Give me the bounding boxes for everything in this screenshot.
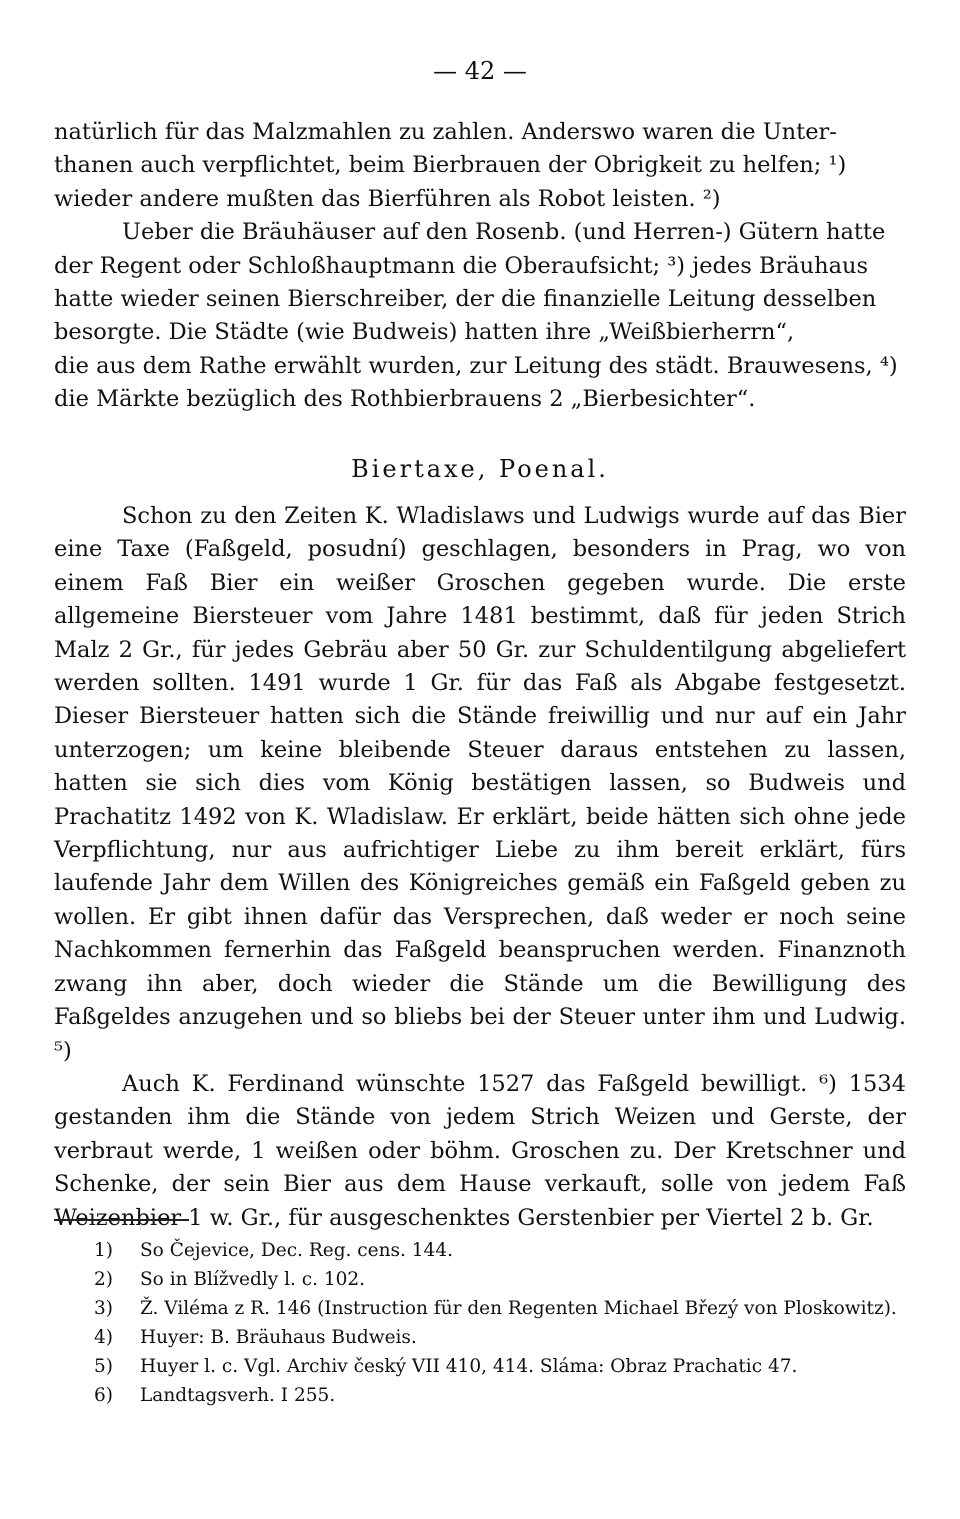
- footnote: [94, 1323, 906, 1352]
- text-line: die Märkte bezüglich des Rothbierbrauens 2 „Bierbesichter“.: [54, 386, 756, 413]
- text-line: wieder andere mußten das Bierführen als Robot leisten. ²): [54, 185, 721, 212]
- footnote-number: 5): [94, 1356, 113, 1377]
- footnote-number: 3): [94, 1298, 113, 1319]
- footnote: [94, 1294, 906, 1323]
- footnote-text: So in Blížvedly l. c. 102.: [140, 1269, 366, 1290]
- text-line: besorgte. Die Städte (wie Budweis) hatten ihre „Weißbierherrn“,: [54, 319, 795, 346]
- footnote-number: 6): [94, 1385, 113, 1406]
- text-line: Ueber die Bräuhäuser auf den Rosenb. (und Herren-) Gütern hatte: [122, 219, 886, 246]
- footnote-text: Ž. Viléma z R. 146 (Instruction für den Regenten Michael Březý von Ploskowitz).: [140, 1298, 897, 1319]
- text-line: thanen auch verpflichtet, beim Bierbrauen der Obrigkeit zu helfen; ¹): [54, 152, 847, 179]
- footnote-number: 4): [94, 1327, 113, 1348]
- text-line: die aus dem Rathe erwählt wurden, zur Leitung des städt. Brauwesens, ⁴): [54, 352, 898, 379]
- footnote: [94, 1381, 906, 1410]
- footnote-divider: [54, 1219, 189, 1221]
- footnote-text: Huyer: B. Bräuhaus Budweis.: [140, 1327, 417, 1348]
- footnotes: [94, 1236, 906, 1410]
- book-page: [54, 0, 906, 1519]
- intro-paragraph: [54, 116, 906, 417]
- section-heading: Biertaxe, Poenal.: [351, 455, 609, 483]
- text-line: natürlich für das Malzmahlen zu zahlen. Anderswo waren die Unter-: [54, 119, 837, 145]
- footnote: [94, 1352, 906, 1381]
- paragraph: Schon zu den Zeiten K. Wladislaws und Ludwigs wurde auf das Bier eine Taxe (Faßgeld, posudní) geschlagen, besonders in Prag, wo von einem Faß Bier ein weißer Groschen gegeben wurde. Die erste allgemeine Biersteuer vom Jahre 1481 bestimmt, daß für jeden Strich Malz 2 Gr., für jedes Gebräu aber 50 Gr. zur Schuldentilgung abgeliefert werden sollten. 1491 wurde 1 Gr. für das Faß als Abgabe festgesetzt. Dieser Biersteuer hatten sich die Stände freiwillig und nur auf ein Jahr unterzogen; um keine bleibende Steuer daraus entstehen zu lassen, hatten sie sich dies vom König bestätigen lassen, so Budweis und Prachatitz 1492 von K. Wladislaw. Er erklärt, beide hätten sich ohne jede Verpflichtung, nur aus aufrichtiger Liebe zu ihm bereit erklärt, fürs laufende Jahr dem Willen des Königreiches gemäß ein Faßgeld geben zu wollen. Er gibt ihnen dafür das Versprechen, daß weder er noch seine Nachkommen fernerhin das Faßgeld beanspruchen werden. Finanznoth zwang ihn aber, doch wieder die Stände um die Bewilligung des Faßgeldes anzugehen und so bliebs bei der Steuer unter ihm und Ludwig. ⁵): [54, 503, 906, 1064]
- footnote: [94, 1236, 906, 1265]
- footnote-text: So Čejevice, Dec. Reg. cens. 144.: [140, 1240, 453, 1261]
- text-line: hatte wieder seinen Bierschreiber, der die finanzielle Leitung desselben: [54, 286, 877, 313]
- footnote-text: Landtagsverh. I 255.: [140, 1385, 336, 1406]
- footnote-text: Huyer l. c. Vgl. Archiv český VII 410, 414. Sláma: Obraz Prachatic 47.: [140, 1356, 798, 1377]
- footnote: [94, 1265, 906, 1294]
- footnote-number: 1): [94, 1240, 113, 1261]
- footnote-number: 2): [94, 1269, 113, 1290]
- page-number: — 42 —: [433, 57, 527, 85]
- paragraph: Auch K. Ferdinand wünschte 1527 das Faßgeld bewilligt. ⁶) 1534 gestanden ihm die Stände von jedem Strich Weizen und Gerste, der verbraut werde, 1 weißen oder böhm. Groschen zu. Der Kretschner und Schenke, der sein Bier aus dem Hause verkauft, solle von jedem Faß Weizenbier 1 w. Gr., für ausgeschenktes Gerstenbier per Viertel 2 b. Gr.: [54, 1070, 906, 1231]
- body-text: [54, 500, 906, 1235]
- text-line: der Regent oder Schloßhauptmann die Oberaufsicht; ³) jedes Bräuhaus: [54, 252, 869, 279]
